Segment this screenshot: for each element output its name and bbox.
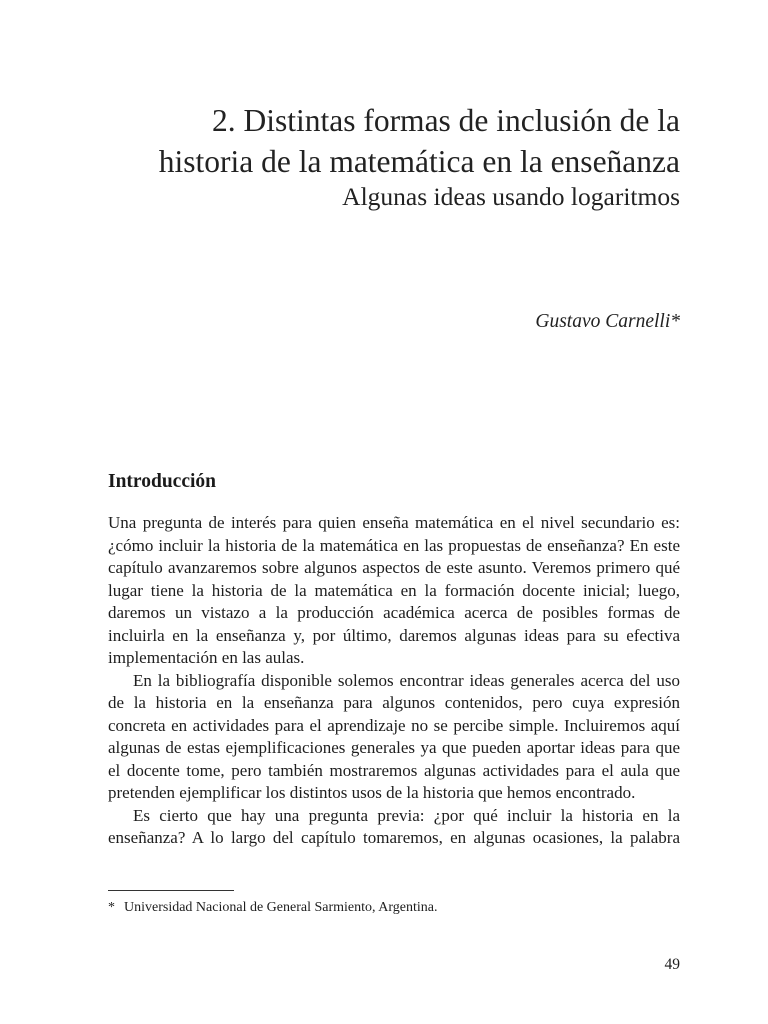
paragraph-3: Es cierto que hay una pregunta previa: ¿por qué incluir la historia en la enseñanza? A lo largo del capítulo tomaremos, en algunas ocasiones, la palabra — [108, 805, 680, 847]
footnote — [108, 898, 437, 918]
chapter-title-line-1: 2. Distintas formas de inclusión de la — [211, 103, 680, 138]
chapter-title-line-2: historia de la matemática en la enseñanza — [158, 144, 680, 179]
paragraph-1: Una pregunta de interés para quien enseña matemática en el nivel secundario es: ¿cómo incluir la historia de la matemática en las propuestas de enseñanza? En este capítulo avanzaremos sobre algunos aspectos de este asunto. Veremos primero qué lugar tiene la historia de la matemática en la formación docente inicial; luego, daremos un vistazo a la producción académica acerca de posibles formas de incluirla en la enseñanza y, por último, daremos algunas ideas para su efectiva implementación en las aulas. — [108, 513, 680, 667]
chapter-subtitle: Algunas ideas usando logaritmos — [342, 182, 680, 211]
footnote-text: Universidad Nacional de General Sarmiento, Argentina. — [124, 900, 438, 915]
footnote-divider — [108, 890, 234, 891]
body-text — [108, 512, 680, 850]
footnote-marker: * — [108, 900, 115, 915]
paragraph-2: En la bibliografía disponible solemos encontrar ideas generales acerca del uso de la historia en la enseñanza para algunos contenidos, pero cuya expresión concreta en actividades para el aprendizaje no se percibe simple. Incluiremos aquí algunas de estas ejemplificaciones generales ya que pueden aportar ideas para que el docente tome, pero también mostraremos algunas actividades para el aula que pretenden ejemplificar los distintos usos de la historia que hemos encontrado. — [108, 670, 680, 802]
book-page — [108, 0, 680, 1024]
page-number: 49 — [664, 956, 680, 973]
section-heading: Introducción — [108, 471, 216, 492]
chapter-title — [108, 100, 680, 182]
author-name: Gustavo Carnelli* — [535, 311, 680, 332]
